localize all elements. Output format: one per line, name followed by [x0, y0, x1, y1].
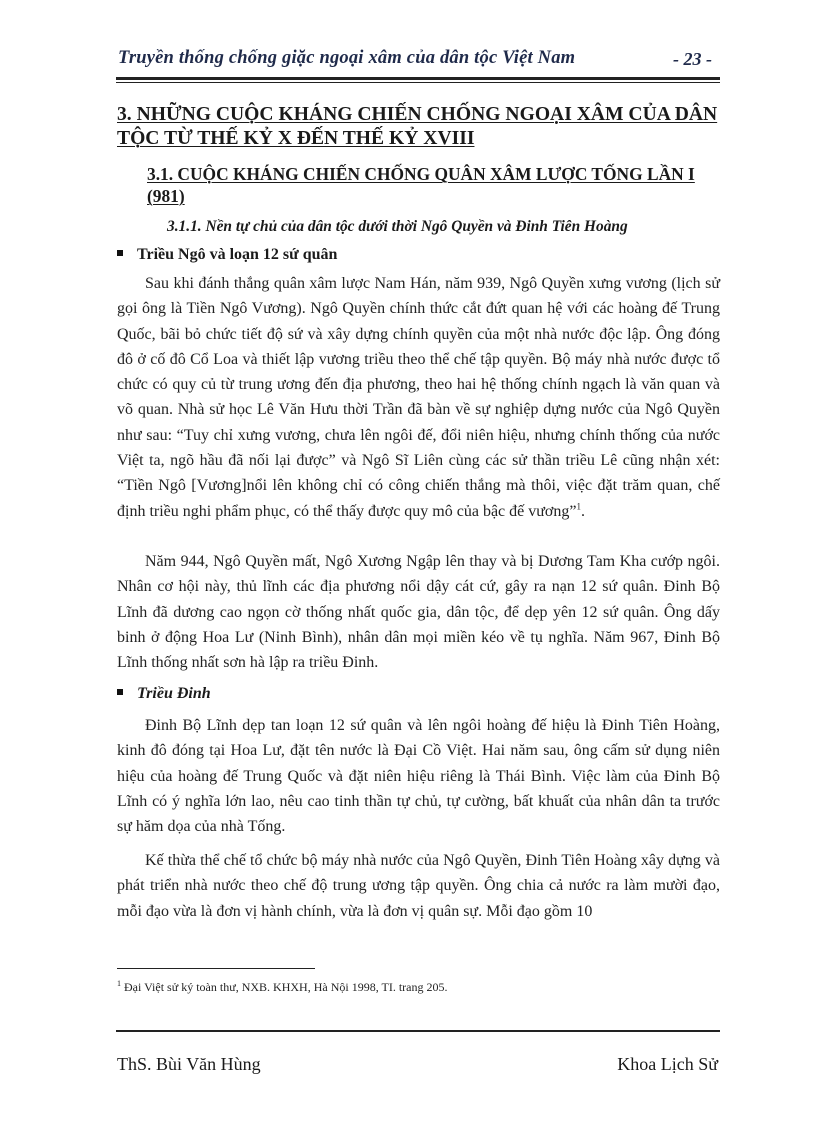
bullet-item-trieu-dinh	[117, 684, 211, 704]
footnote	[117, 976, 720, 995]
bullet-label: Triều Ngô và loạn 12 sứ quân	[137, 246, 338, 263]
bullet-square-icon	[117, 250, 123, 256]
subsubsection-heading: 3.1.1. Nền tự chủ của dân tộc dưới thời Ngô Quyền và Đinh Tiên Hoàng	[167, 218, 628, 235]
footnote-reference: 1	[576, 501, 581, 512]
bullet-square-icon	[117, 689, 123, 695]
bullet-item-trieu-ngo	[117, 245, 337, 265]
paragraph-2: Năm 944, Ngô Quyền mất, Ngô Xương Ngập lên thay và bị Dương Tam Kha cướp ngôi. Nhân cơ hội này, thủ lĩnh các địa phương nổi dậy cát cứ, gây ra nạn 12 sứ quân. Đinh Bộ Lĩnh đã dương cao ngọn cờ thống nhất quốc gia, dân tộc, để dẹp yên 12 sứ quân. Ông dấy binh ở động Hoa Lư (Ninh Bình), nhân dân mọi miền kéo về tụ nghĩa. Năm 967, Đinh Bộ Lĩnh thống nhất sơn hà lập ra triều Đinh.	[117, 553, 720, 672]
footnote-text: Đại Việt sử ký toàn thư, NXB. KHXH, Hà Nội 1998, TI. trang 205.	[121, 980, 448, 994]
paragraph-1-end: .	[580, 502, 585, 520]
footer-department: Khoa Lịch Sử	[617, 1054, 718, 1074]
header-rule	[116, 77, 720, 80]
footnote-separator	[117, 968, 315, 969]
paragraph-1	[117, 271, 720, 524]
footer-rule	[116, 1030, 720, 1032]
bullet-label: Triều Đinh	[137, 685, 211, 702]
paragraph-1-text: Sau khi đánh thắng quân xâm lược Nam Hán, năm 939, Ngô Quyền xưng vương (lịch sử gọi ông là Tiền Ngô Vương). Ngô Quyền chính thức cắt đứt quan hệ với các hoàng đế Trung Quốc, bãi bỏ chức tiết độ sứ và xây dựng chính quyền của một nhà nước độc lập. Ông đóng đô ở cố đô Cổ Loa và thiết lập vương triều theo thể chế tập quyền. Bộ máy nhà nước được tổ chức có quy củ từ trung ương đến địa phương, theo hai hệ thống chính ngạch là văn quan và võ quan. Nhà sử học Lê Văn Hưu thời Trần đã bàn về sự nghiệp dựng nước của Ngô Quyền như sau: “Tuy chỉ xưng vương, chưa lên ngôi đế, đổi niên hiệu, nhưng chính thống của nước Việt ta, ngõ hầu đã nối lại được” và Ngô Sĩ Liên cùng các sử thần triều Lê cũng nhận xét: “Tiền Ngô [Vương]nổi lên không chỉ có công chiến thắng mà thôi, việc đặt trăm quan, chế định triều nghi phẩm phục, có thể thấy được quy mô của bậc đế vương”	[117, 275, 720, 520]
running-header	[116, 48, 720, 74]
header-rule-thin	[116, 82, 720, 83]
header-title: Truyền thống chống giặc ngoại xâm của dân tộc Việt Nam	[118, 48, 576, 68]
page-number: - 23 -	[673, 49, 712, 69]
section-heading: 3. NHỮNG CUỘC KHÁNG CHIẾN CHỐNG NGOẠI XÂM CỦA DÂN TỘC TỪ THẾ KỶ X ĐẾN THẾ KỶ XVIII	[117, 104, 718, 149]
footnote-marker: 1	[117, 979, 121, 988]
subsection-heading: 3.1. CUỘC KHÁNG CHIẾN CHỐNG QUÂN XÂM LƯỢC TỐNG LẦN I (981)	[147, 164, 695, 206]
paragraph-3: Đinh Bộ Lĩnh dẹp tan loạn 12 sứ quân và lên ngôi hoàng đế hiệu là Đinh Tiên Hoàng, kinh đô đóng tại Hoa Lư, đặt tên nước là Đại Cồ Việt. Hai năm sau, ông cấm sử dụng niên hiệu của hoàng đế Trung Quốc và đặt niên hiệu riêng là Thái Bình. Việc làm của Đinh Bộ Lĩnh có ý nghĩa lớn lao, nêu cao tinh thần tự chủ, tự cường, bất khuất của nhân dân ta trước sự hăm dọa của nhà Tống.	[117, 717, 720, 836]
footer-author: ThS. Bùi Văn Hùng	[117, 1054, 261, 1074]
paragraph-4: Kế thừa thể chế tổ chức bộ máy nhà nước của Ngô Quyền, Đinh Tiên Hoàng xây dựng và phát triển nhà nước theo chế độ trung ương tập quyền. Ông chia cả nước ra làm mười đạo, mỗi đạo vừa là đơn vị hành chính, vừa là đơn vị quân sự. Mỗi đạo gồm 10	[117, 852, 720, 920]
